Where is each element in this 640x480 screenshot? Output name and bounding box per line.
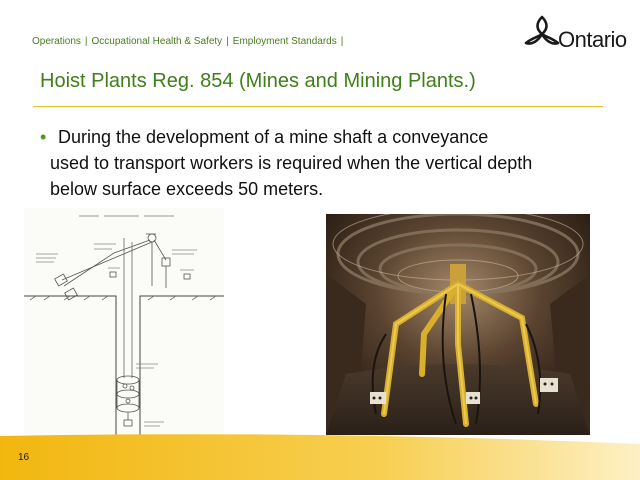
shaft-jumbo-photo [326,214,590,435]
bullet-icon: • [40,127,47,147]
breadcrumb-separator: | [84,36,88,47]
bullet-line: used to transport workers is required when the vertical depth [50,153,533,173]
breadcrumb-item-operations[interactable]: Operations [32,36,81,47]
breadcrumb-item-ohs[interactable]: Occupational Health & Safety [91,36,223,47]
breadcrumb-separator: | [226,36,229,47]
breadcrumb-item-employment-standards[interactable]: Employment Standards [232,36,337,47]
logo-wordmark: Ontario [558,27,627,52]
bullet-line: below surface exceeds 50 meters. [50,179,324,199]
photo-drawing [326,214,590,435]
bullet-line: During the development of a mine shaft a conveyance [58,127,489,147]
slide-title: Hoist Plants Reg. 854 (Mines and Mining Plants.) [40,70,476,92]
ontario-logo [522,14,632,54]
bullet-list [40,124,630,202]
breadcrumb [32,36,343,47]
bullet-item [50,124,630,202]
breadcrumb-separator: | [340,36,344,47]
trillium-icon [522,14,562,54]
title-divider [33,106,603,107]
sketch-drawing [24,208,224,444]
footer-band [0,432,640,480]
shaft-sinking-equipment-sketch [24,208,224,444]
page-number: 16 [18,452,30,463]
